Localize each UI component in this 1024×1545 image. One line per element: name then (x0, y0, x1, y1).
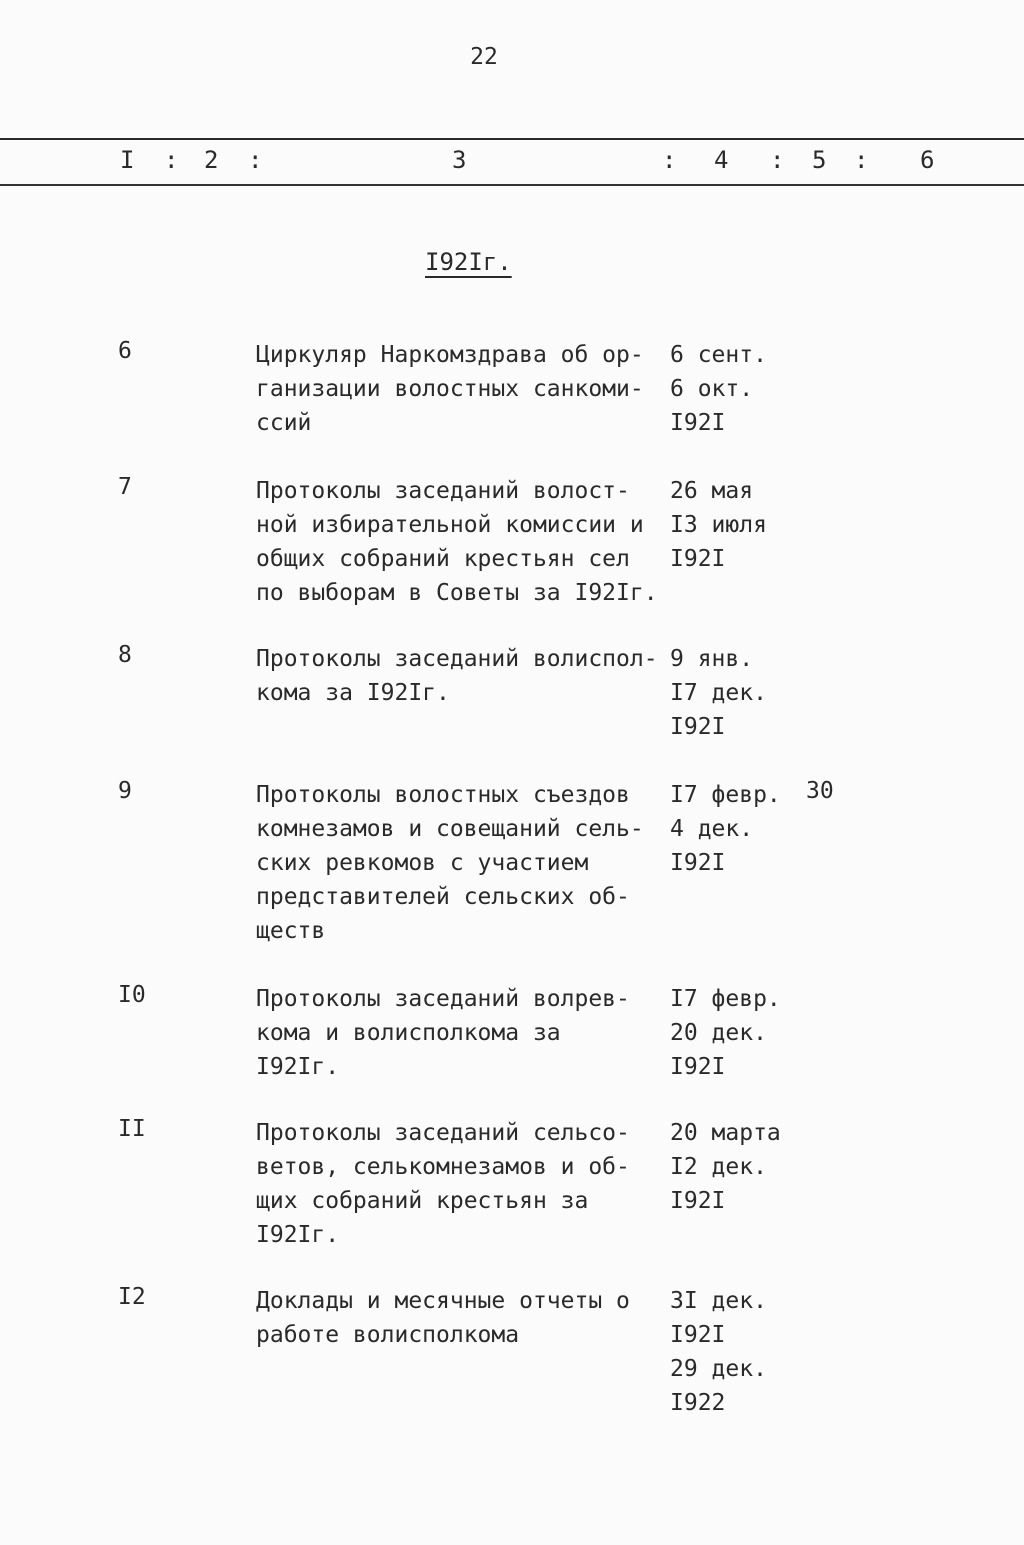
header-separator: : (248, 146, 263, 174)
header-col-4: 4 (714, 146, 729, 174)
header-top-rule (0, 138, 1024, 140)
header-col-1: I (120, 146, 135, 174)
entry-dates: 9 янв. I7 дек. I92I (670, 646, 767, 740)
header-separator: : (854, 146, 869, 174)
entry-title: Доклады и месячные отчеты о работе волисполкома (256, 1288, 630, 1348)
header-separator: : (770, 146, 785, 174)
section-heading: I92Iг. (425, 248, 512, 276)
header-col-2: 2 (204, 146, 219, 174)
entry-title: Протоколы заседаний сельсо- ветов, селькомнезамов и об- щих собраний крестьян за I92Iг. (256, 1120, 630, 1248)
page-number: 22 (470, 44, 498, 70)
entry-number: II (118, 1116, 146, 1142)
entry-dates: 26 мая I3 июля I92I (670, 478, 767, 572)
header-bottom-rule (0, 184, 1024, 186)
entry-title: Протоколы волостных съездов комнезамов и совещаний сель- ских ревкомов с участием представителей сельских об- ществ (256, 782, 644, 944)
entry-dates: I7 февр. 20 дек. I92I (670, 986, 781, 1080)
entry-dates: 20 марта I2 дек. I92I (670, 1120, 781, 1214)
entry-title: Протоколы заседаний волрев- кома и волисполкома за I92Iг. (256, 986, 630, 1080)
entry-dates: 3I дек. I92I 29 дек. I922 (670, 1288, 767, 1416)
column-header-row (0, 146, 1024, 180)
entry-number: I0 (118, 982, 146, 1008)
header-col-3: 3 (452, 146, 467, 174)
entry-dates: I7 февр. 4 дек. I92I (670, 782, 781, 876)
header-separator: : (164, 146, 179, 174)
entry-sheets: 30 (806, 778, 834, 804)
entry-number: 6 (118, 338, 132, 364)
entry-dates: 6 сент. 6 окт. I92I (670, 342, 767, 436)
entry-number: 8 (118, 642, 132, 668)
header-col-5: 5 (812, 146, 827, 174)
entry-number: I2 (118, 1284, 146, 1310)
entry-number: 7 (118, 474, 132, 500)
entry-title: Циркуляр Наркомздрава об ор- ганизации волостных санкоми- ссий (256, 342, 644, 436)
entry-title: Протоколы заседаний волиспол- кома за I92Iг. (256, 646, 658, 706)
header-col-6: 6 (920, 146, 935, 174)
header-separator: : (662, 146, 677, 174)
entry-number: 9 (118, 778, 132, 804)
entry-title: Протоколы заседаний волост- ной избирательной комиссии и общих собраний крестьян сел по выборам в Советы за I92Iг. (256, 478, 658, 606)
